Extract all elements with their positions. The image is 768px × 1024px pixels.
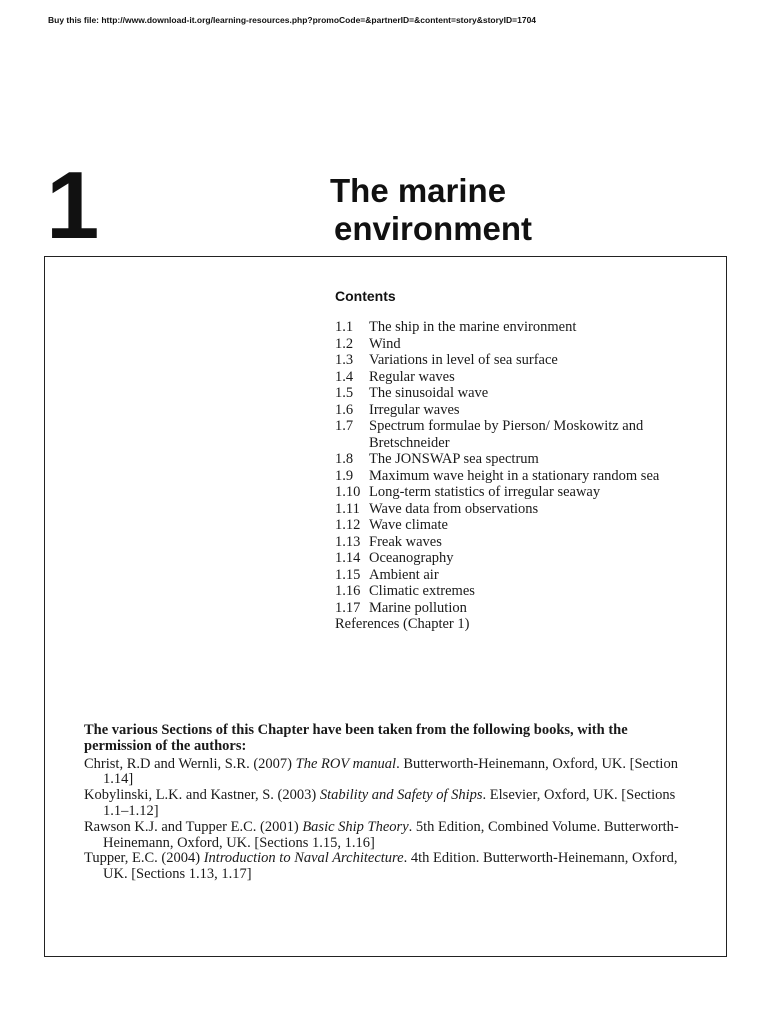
toc-item[interactable] [335, 583, 665, 600]
reference-title: Introduction to Naval Architecture [203, 850, 404, 867]
toc-item-number: 1.15 [335, 566, 361, 583]
toc-item-title: Variations in level of sea surface [369, 352, 558, 368]
toc-item-number: 1.7 [335, 418, 354, 434]
toc-item-number: 1.9 [335, 467, 354, 484]
toc-item-number: 1.5 [335, 385, 354, 401]
toc-item-number: 1.11 [335, 500, 360, 517]
toc-item-number: 1.6 [335, 401, 354, 418]
reference-entry [84, 820, 684, 852]
sources-intro: The various Sections of this Chapter have been taken from the following books, with the permission of the authors: [84, 722, 628, 754]
toc-item[interactable] [335, 319, 665, 336]
toc-item-title: Freak waves [369, 533, 442, 550]
toc-item[interactable] [335, 550, 665, 567]
reference-authors: Rawson K.J. and Tupper E.C. (2001) [84, 818, 303, 835]
toc-item[interactable] [335, 600, 665, 617]
toc-item[interactable] [335, 517, 665, 534]
toc-item[interactable] [335, 534, 665, 551]
toc-item-title: Long-term statistics of irregular seaway [369, 484, 601, 500]
toc-item-title: Wave climate [369, 517, 448, 533]
toc-item[interactable] [335, 468, 665, 485]
reference-details: . 5th Edition, Combined Volume. Butterworth-Heinemann, Oxford, UK. [Sections 1.15, 1.16] [103, 818, 679, 851]
toc-item-title: Wave data from observations [369, 500, 539, 517]
toc-item[interactable] [335, 369, 665, 386]
toc-item-title: Irregular waves [369, 401, 460, 418]
reference-authors: Christ, R.D and Wernli, S.R. (2007) [84, 755, 296, 772]
toc-item-title: The sinusoidal wave [369, 385, 489, 401]
toc-item-number: 1.8 [335, 451, 354, 467]
toc-item[interactable] [335, 352, 665, 369]
reference-authors: Kobylinski, L.K. and Kastner, S. (2003) [84, 787, 320, 804]
chapter-title [330, 172, 532, 248]
toc-item-number: 1.14 [335, 550, 361, 566]
toc-item[interactable] [335, 484, 665, 501]
toc-item-number: 1.1 [335, 319, 354, 335]
toc-item[interactable] [335, 501, 665, 518]
reference-details: . 4th Edition. Butterworth-Heinemann, Oxford, UK. [Sections 1.13, 1.17] [103, 850, 678, 883]
sources-section [84, 723, 684, 883]
reference-title: The ROV manual [295, 755, 397, 772]
contents-heading: Contents [335, 288, 396, 304]
reference-details: . Butterworth-Heinemann, Oxford, UK. [Section 1.14] [103, 755, 678, 788]
chapter-title-line2: environment [334, 210, 533, 247]
toc-item-title: Spectrum formulae by Pierson/ Moskowitz and Bretschneider [369, 418, 644, 451]
toc-item-title: Maximum wave height in a stationary random sea [369, 467, 660, 484]
toc-item-number: 1.17 [335, 599, 361, 616]
toc-item[interactable] [335, 418, 665, 451]
toc-item[interactable] [335, 336, 665, 353]
reference-entry [84, 851, 684, 883]
toc-item[interactable] [335, 402, 665, 419]
reference-entry [84, 788, 684, 820]
toc-item-title: Oceanography [369, 550, 454, 566]
purchase-link[interactable]: Buy this file: http://www.download-it.org/learning-resources.php?promoCode=&partnerID=&content=story&storyID=1704 [48, 15, 537, 25]
toc-item-number: 1.2 [335, 335, 354, 352]
chapter-number: 1 [46, 152, 100, 259]
toc-item[interactable] [335, 451, 665, 468]
toc-item-number: 1.13 [335, 533, 361, 550]
chapter-contents-box [44, 256, 727, 957]
reference-details: . Elsevier, Oxford, UK. [Sections 1.1–1.12] [103, 787, 676, 819]
toc-item-title: Ambient air [369, 566, 439, 583]
toc-item-title: Marine pollution [369, 599, 467, 616]
reference-title: Basic Ship Theory [302, 818, 409, 835]
toc-item[interactable] [335, 567, 665, 584]
toc-item-number: 1.10 [335, 484, 361, 500]
toc-item-title: The ship in the marine environment [369, 319, 577, 335]
table-of-contents [335, 319, 665, 633]
toc-item-number: 1.3 [335, 352, 354, 368]
toc-item-number: 1.4 [335, 368, 354, 385]
toc-item-title: The JONSWAP sea spectrum [369, 451, 539, 467]
reference-entry [84, 757, 684, 789]
toc-item[interactable] [335, 385, 665, 402]
reference-title: Stability and Safety of Ships [319, 787, 483, 804]
toc-item-title: Climatic extremes [369, 583, 475, 599]
toc-item-number: 1.12 [335, 517, 361, 533]
toc-item-title: Regular waves [369, 368, 455, 385]
reference-authors: Tupper, E.C. (2004) [84, 850, 204, 867]
chapter-title-line1: The marine [330, 172, 507, 209]
toc-references[interactable]: References (Chapter 1) [335, 616, 470, 632]
toc-item-title: Wind [369, 335, 401, 352]
toc-item-number: 1.16 [335, 583, 361, 599]
